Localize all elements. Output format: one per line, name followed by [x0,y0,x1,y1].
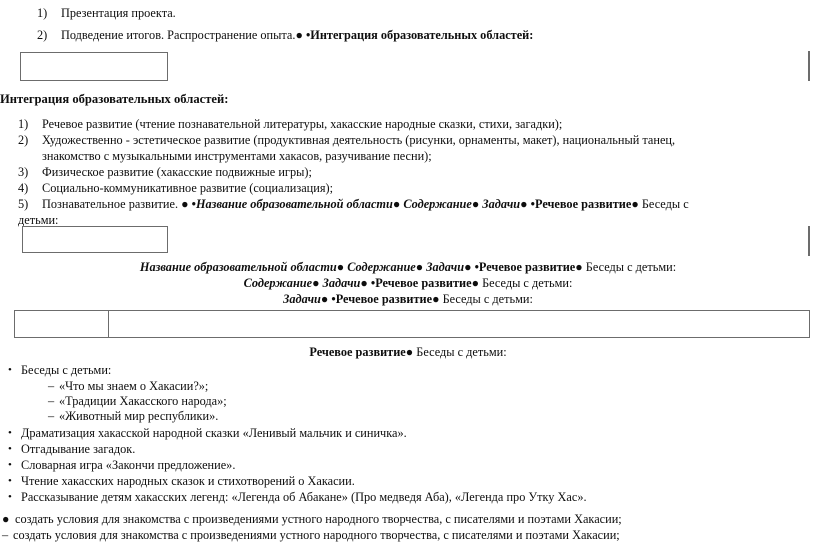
sub-dash-item [48,394,227,410]
list-text-continuation: детьми: [18,213,59,227]
centered-line-segment-7: ● [575,260,583,274]
speech-development-label: Речевое развитие [309,345,406,359]
numbered-item [18,133,675,149]
bullet-marker: • [8,427,12,439]
right-margin-rule-1 [808,51,810,81]
centered-line-2 [0,276,816,291]
bullet-sep: ● [181,197,189,211]
centered-line-segment-0: Название образовательной области [139,260,337,274]
centered-line-segment-5: ● [471,276,480,290]
bullet-sep: ● [392,197,401,211]
centered-line-after-table [0,345,816,360]
bullet-item [8,458,235,474]
bullet-marker: • [8,475,12,487]
centered-line-segment-2: Речевое развитие [335,292,433,306]
sub-dash-text: «Традиции Хакасского народа»; [59,394,227,408]
bullet-text: Чтение хакасских народных сказок и стихотворений о Хакасии. [21,474,355,488]
table-cell-left [15,311,109,337]
centered-line-segment-2: Содержание [344,260,416,274]
bullet-item [8,363,111,379]
bullet-sep: ● [471,197,480,211]
table-cell-right [109,311,809,337]
bullet-marker: ● [2,512,10,526]
centered-line-segment-4: Задачи [423,260,465,274]
numbered-item [37,28,533,44]
numbered-item [37,6,176,22]
list-marker: 1) [37,6,48,20]
bullet-item [8,442,135,458]
bullet-text: Отгадывание загадок. [21,442,136,456]
bullet-marker: • [8,491,12,503]
centered-line-segment-8: Беседы с детьми: [582,260,677,274]
two-column-table [14,310,810,338]
bullet-text: Рассказывание детям хакасских легенд: «Легенда об Абакане» (Про медведя Аба), «Легенда про Утку Хас». [21,490,587,504]
bullet-text: Словарная игра «Закончи предложение». [21,458,236,472]
centered-line-segment-4: Речевое развитие [375,276,472,290]
empty-text-box-2 [22,226,168,253]
sub-dash-text: «Что мы знаем о Хакасии?»; [59,379,209,393]
footer-text: создать условия для знакомства с произведениями устного народного творчества, с писателями и поэтами Хакасии; [13,528,620,542]
list-text: Физическое развитие (хакасские подвижные игры); [42,165,312,179]
inline-bullet-separator: ● • [295,28,311,42]
inline-bold-heading: Интеграция образовательных областей: [310,28,534,42]
bullet-sep: • [191,197,196,211]
centered-line-1 [0,260,816,275]
list-marker: 3) [18,165,29,179]
plain-tail: Беседы с детьми: [413,345,507,359]
centered-line-segment-1: ● [312,276,320,290]
list-marker: 4) [18,181,29,195]
numbered-item [18,117,562,133]
content-label: Содержание [403,197,472,211]
centered-line-segment-0: Содержание [243,276,313,290]
centered-line-segment-4: Беседы с детьми: [439,292,533,306]
centered-line-segment-3: ● [432,292,440,306]
dash-marker: – [2,528,9,542]
centered-line-segment-1: ● • [320,292,336,306]
footer-bullet-item [2,512,622,528]
sub-dash-item [48,409,218,425]
list-marker: 1) [18,117,29,131]
dash-marker: – [48,409,55,423]
bullet-text: Драматизация хакасской народной сказки «Ленивый мальчик и синичка». [21,426,407,440]
list-text: Познавательное развитие. ● •Название образовательной области● Содержание● Задачи● •Речевое развитие● Беседы с [42,197,689,211]
plain-tail: Беседы с [641,197,689,211]
centered-line-3 [0,292,816,307]
centered-line-segment-2: Задачи [319,276,361,290]
centered-line-segment-3: ● • [360,276,376,290]
list-text: Подведение итогов. Распространение опыта.● •Интеграция образовательных областей: [61,28,534,42]
list-text-continuation: знакомство с музыкальными инструментами хакасов, разучивание песни); [42,149,432,163]
dash-marker: – [48,379,55,393]
dash-marker: – [48,394,55,408]
bullet-item [8,426,407,442]
tasks-label: Задачи [482,197,521,211]
list-text: Презентация проекта. [61,6,176,20]
numbered-item [18,197,689,213]
list-text: Речевое развитие (чтение познавательной литературы, хакасские народные сказки, стихи, загадки); [42,117,563,131]
bullet-sep: ● [520,197,528,211]
centered-line-segment-0: Задачи [283,292,321,306]
speech-development-label: Речевое развитие [534,197,632,211]
numbered-item [18,165,312,181]
centered-line-segment-1: ● [336,260,345,274]
bullet-sep: • [530,197,535,211]
bullet-item [8,490,587,506]
numbered-item [18,181,333,197]
bullet-sep: ● [631,197,639,211]
footer-text: создать условия для знакомства с произведениями устного народного творчества, с писателями и поэтами Хакасии; [15,512,622,526]
centered-line-segment-6: Речевое развитие [478,260,576,274]
centered-line-segment-6: Беседы с детьми: [479,276,573,290]
bullet-item [8,474,355,490]
list-marker: 2) [37,28,48,42]
area-name-label: Название образовательной области [195,197,393,211]
footer-dash-item [2,528,620,544]
bullet-text: Беседы с детьми: [21,363,112,377]
list-text: Художественно - эстетическое развитие (продуктивная деятельность (рисунки, орнаменты, макет), национальный танец, [42,133,676,147]
bullet-sep: ● [405,345,414,359]
bullet-marker: • [8,459,12,471]
section-heading: Интеграция образовательных областей: [0,92,229,106]
right-margin-rule-2 [808,226,810,256]
list-marker: 5) [18,197,29,211]
list-marker: 2) [18,133,29,147]
centered-line-segment-3: ● [415,260,424,274]
bullet-marker: • [8,364,12,376]
list-text: Социально-коммуникативное развитие (социализация); [42,181,334,195]
sub-dash-item [48,379,208,395]
sub-dash-text: «Животный мир республики». [59,409,219,423]
bullet-marker: • [8,443,12,455]
empty-text-box-1 [20,52,168,81]
centered-line-segment-5: ● • [464,260,479,274]
